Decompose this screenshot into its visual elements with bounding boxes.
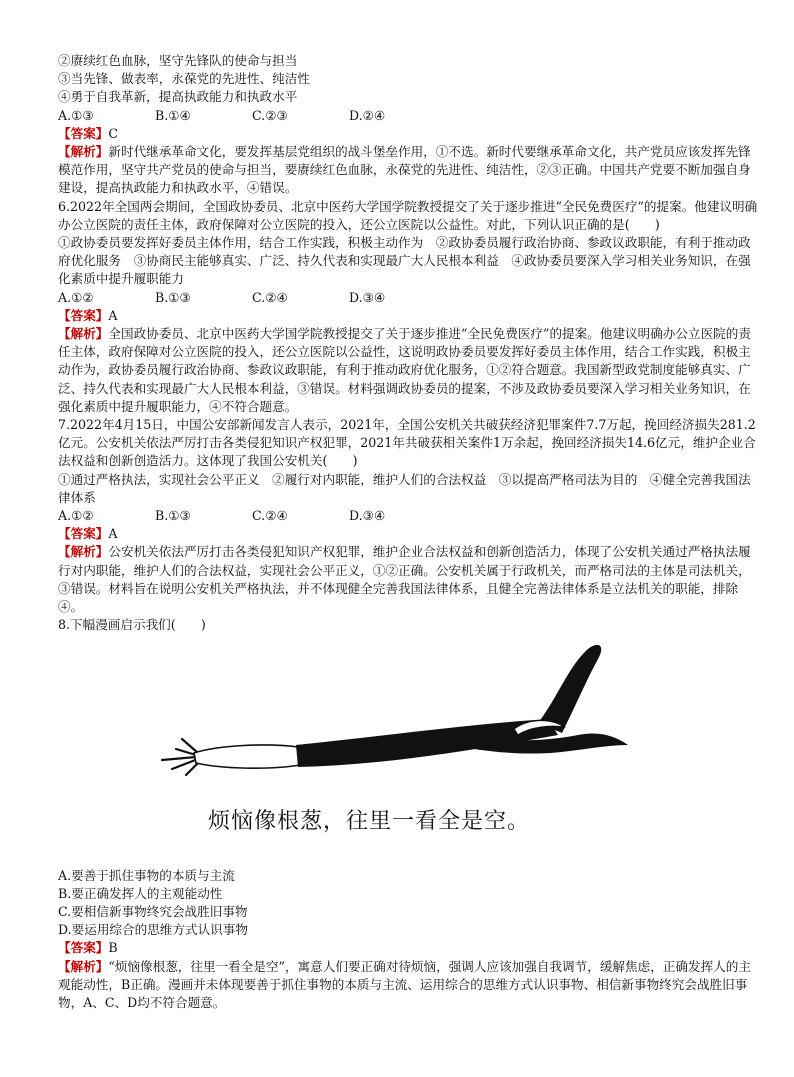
choice-d: D.③④ [349, 508, 386, 524]
cartoon-figure [58, 637, 758, 867]
answer-value: B [108, 940, 118, 956]
q8-option-b: B.要正确发挥人的主观能动性 [58, 885, 223, 901]
analysis-tag: 【解析】 [58, 544, 109, 560]
answer-tag: 【答案】 [58, 125, 109, 141]
q8-option-d: D.要运用综合的思维方式认识事物 [58, 922, 248, 938]
analysis-text: 新时代继承革命文化，要发挥基层党组织的战斗堡垒作用，①不选。新时代要继承革命文化，共产党员应该发挥先锋模范作用，坚守共产党员的使命与担当，要赓续红色血脉，永葆党的先进性、纯洁性，②③正确。中国共产党要不断加强自身建设，提高执政能力和执政水平，④错误。 [58, 144, 751, 196]
q5-option-3: ③当先锋、做表率，永葆党的先进性、纯洁性 [58, 71, 310, 87]
choice-c: C.②③ [252, 107, 288, 123]
analysis-tag: 【解析】 [58, 326, 109, 342]
q7-answer [58, 525, 758, 543]
answer-value: A [108, 307, 118, 323]
q8-answer [58, 939, 758, 957]
analysis-text: 公安机关依法严厉打击各类侵犯知识产权犯罪，维护企业合法权益和创新创造活力，体现了公安机关通过严格执法履行对内职能，维护人们的合法权益，实现社会公平正义，①②正确。公安机关属于行政机关，而严格司法的主体是司法机关，③错误。材料旨在说明公安机关严格执法，并不体现健全完善我国法律体系，且健全完善法律体系是立法机关的职能，排除④。 [58, 544, 751, 615]
q6-options: ①政协委员要发挥好委员主体作用，结合工作实践，积极主动作为 ②政协委员履行政治协商、参政议政职能，有利于推动政府优化服务 ③协商民主能够真实、广泛、持久代表和实现最广大人民根本利益 ④政协委员要深入学习相关业务知识，在强化素质中提升履职能力 [58, 235, 751, 287]
q6-answer [58, 307, 758, 325]
scallion-illustration [158, 637, 658, 807]
choice-c: C.②④ [252, 289, 288, 305]
q5-option-4: ④勇于自我革新，提高执政能力和执政水平 [58, 89, 298, 105]
answer-value: A [108, 526, 118, 542]
q5-answer [58, 125, 758, 143]
choice-d: D.②④ [349, 107, 386, 123]
analysis-text: “烦恼像根葱，往里一看全是空”，寓意人们要正确对待烦恼，强调人应该加强自我调节，缓解焦虑，正确发挥人的主观能动性，B正确。漫画并未体现要善于抓住事物的本质与主流、运用综合的思维方式认识事物、相信新事物终究会战胜旧事物，A、C、D均不符合题意。 [58, 958, 751, 1010]
scallion-bulb [194, 745, 300, 768]
answer-tag: 【答案】 [58, 526, 109, 542]
choice-b: B.①③ [155, 508, 191, 524]
q8-option-a: A.要善于抓住事物的本质与主流 [58, 867, 235, 883]
analysis-tag: 【解析】 [58, 144, 109, 160]
choice-a: A.①② [58, 289, 94, 305]
choice-b: B.①③ [155, 289, 191, 305]
answer-tag: 【答案】 [58, 940, 109, 956]
choice-a: A.①③ [58, 107, 94, 123]
q7-analysis [58, 543, 758, 616]
choice-a: A.①② [58, 508, 94, 524]
q6-choices [58, 289, 758, 307]
choice-c: C.②④ [252, 508, 288, 524]
q6-analysis [58, 325, 758, 416]
answer-tag: 【答案】 [58, 307, 109, 323]
answer-value: C [108, 125, 119, 141]
q5-analysis [58, 143, 758, 198]
q7-options: ①通过严格执法，实现社会公平正义 ②履行对内职能，维护人们的合法权益 ③以提高严格司法为目的 ④健全完善我国法律体系 [58, 471, 751, 505]
q8-option-c: C.要相信新事物终究会战胜旧事物 [58, 903, 248, 919]
choice-d: D.③④ [349, 289, 386, 305]
q7-choices [58, 507, 758, 525]
scallion-leaf-tall [538, 644, 601, 732]
choice-b: B.①④ [155, 107, 191, 123]
q6-stem: 6.2022年全国两会期间，全国政协委员、北京中医药大学国学院教授提交了关于逐步推进“全民免费医疗”的提案。他建议明确办公立医院的责任主体，政府保障对公立医院的投入，还公立医院以公益性。对此，下列认识正确的是( ) [58, 198, 758, 232]
cartoon-caption: 烦恼像根葱，往里一看全是空。 [208, 808, 531, 834]
analysis-tag: 【解析】 [58, 958, 109, 974]
q5-option-2: ②赓续红色血脉，坚守先锋队的使命与担当 [58, 53, 298, 68]
q7-stem: 7.2022年4月15日，中国公安部新闻发言人表示，2021年，全国公安机关共破获经济犯罪案件7.7万起，挽回经济损失281.2亿元。公安机关依法严厉打击各类侵犯知识产权犯罪，2021年共破获相关案件1万余起，挽回经济损失14.6亿元，维护企业合法权益和创新创造活力。这体现了我国公安机关( ) [58, 417, 756, 469]
q5-choices [58, 107, 758, 125]
q8-analysis [58, 958, 758, 1013]
q8-stem: 8.下幅漫画启示我们( ) [58, 617, 206, 633]
document-page [58, 52, 758, 1012]
analysis-text: 全国政协委员、北京中医药大学国学院教授提交了关于逐步推进“全民免费医疗”的提案。他建议明确办公立医院的责任主体，政府保障对公立医院的投入，还公立医院以公益性，这说明政协委员要发挥好委员主体作用，结合工作实践，积极主动作为，政协委员履行政治协商、参政议政职能，有利于推动政府优化服务，①②符合题意。我国新型政党制度能够真实、广泛、持久代表和实现最广大人民根本利益，③错误。材料强调政协委员的提案，不涉及政协委员要深入学习相关业务知识，在强化素质中提升履职能力，④不符合题意。 [58, 326, 751, 414]
